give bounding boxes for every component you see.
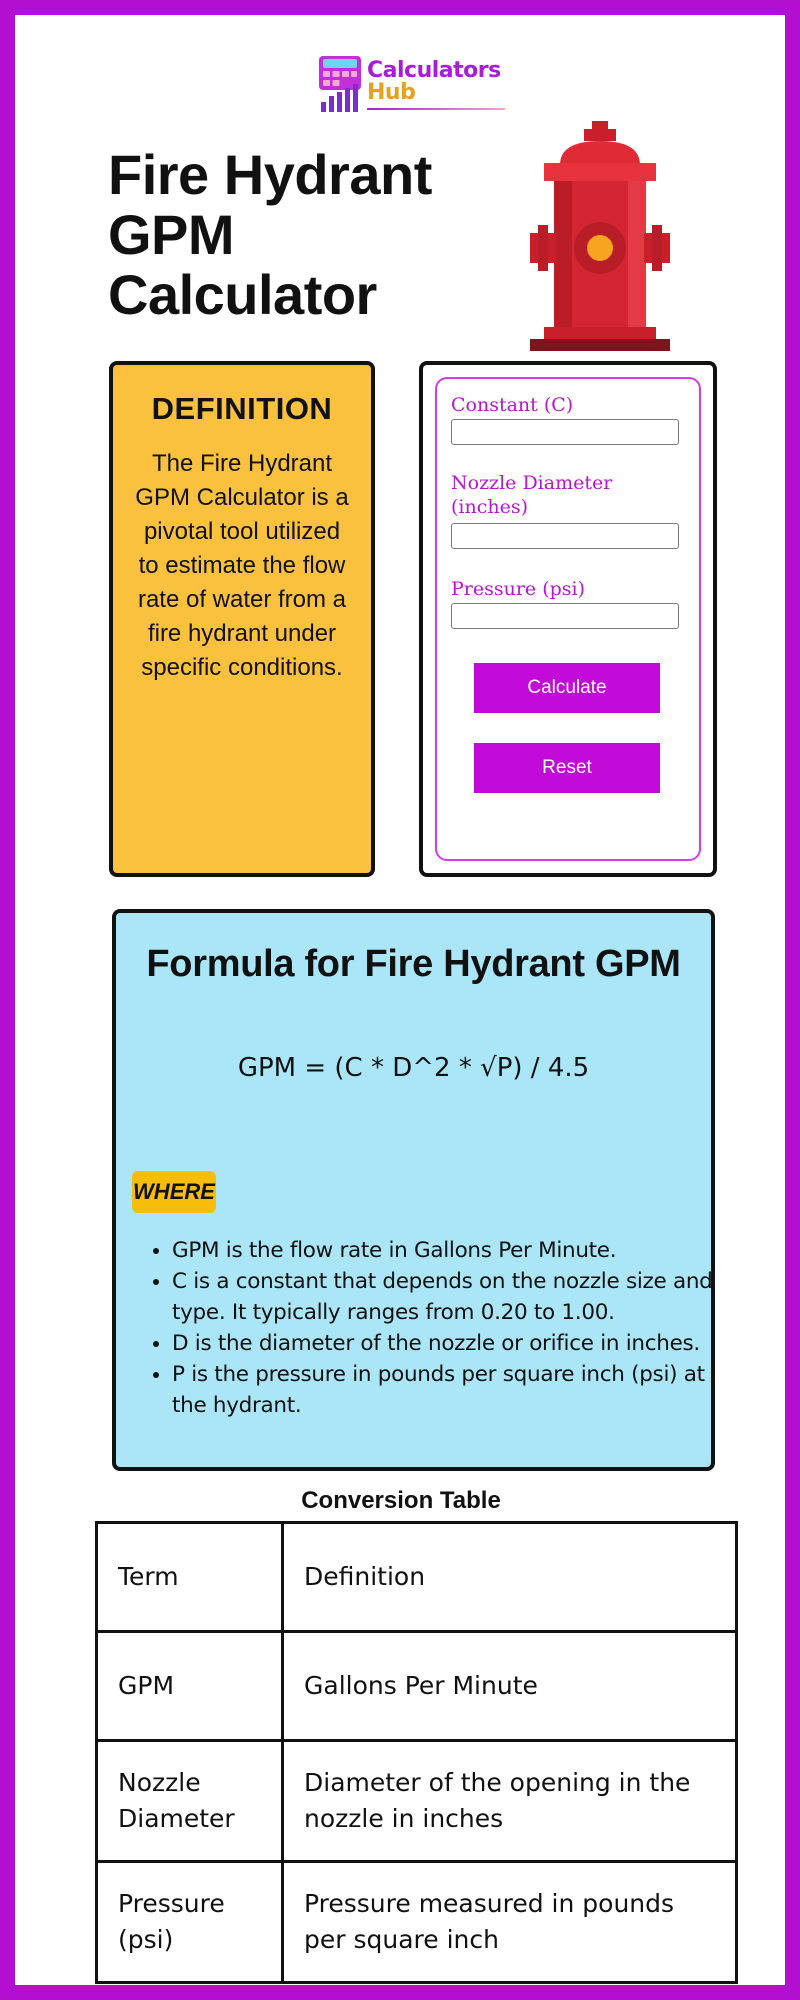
pressure-input[interactable] [451, 603, 679, 629]
where-item-gpm: • GPM is the flow rate in Gallons Per Minute. [172, 1235, 732, 1266]
logo-wordmark [367, 60, 501, 104]
fire-hydrant-icon [530, 121, 670, 357]
logo-underline [367, 108, 505, 110]
table-row [97, 1632, 737, 1741]
calculator-form [435, 377, 701, 861]
where-badge: WHERE [132, 1171, 216, 1213]
formula-expression: GPM = (C * D^2 * √P) / 4.5 [237, 1053, 590, 1083]
table-cell-term-header: Term [97, 1523, 283, 1632]
calculator-card [419, 361, 717, 877]
where-list [152, 1235, 732, 1421]
definition-text: The Fire Hydrant GPM Calculator is a pivotal tool utilized to estimate the flow rate of water from a fire hydrant under specific conditions. [135, 450, 349, 681]
logo-line-2: Hub [367, 80, 416, 105]
calculate-button[interactable]: Calculate [474, 663, 660, 713]
calculator-bar-chart-icon [319, 56, 363, 112]
pressure-label: Pressure (psi) [451, 578, 586, 600]
logo-line-1: Calculators [367, 58, 501, 83]
table-cell-definition: Pressure measured in pounds per square inch [283, 1862, 737, 1983]
calculators-hub-logo[interactable] [319, 54, 505, 116]
nozzle-diameter-input[interactable] [451, 523, 679, 549]
constant-label: Constant (C) [451, 394, 574, 416]
table-row [97, 1862, 737, 1983]
constant-input[interactable] [451, 419, 679, 445]
table-cell-term: GPM [97, 1632, 283, 1741]
table-row [97, 1523, 737, 1632]
table-cell-definition: Diameter of the opening in the nozzle in inches [283, 1741, 737, 1862]
where-item-c: • C is a constant that depends on the nozzle size and type. It typically ranges from 0.20 to 1.00. [172, 1266, 732, 1328]
table-cell-term: Pressure (psi) [97, 1862, 283, 1983]
page-title: Fire Hydrant GPM Calculator [108, 143, 432, 326]
table-cell-term: Nozzle Diameter [97, 1741, 283, 1862]
reset-button[interactable]: Reset [474, 743, 660, 793]
table-cell-definition-header: Definition [283, 1523, 737, 1632]
table-row [97, 1741, 737, 1862]
where-item-d: • D is the diameter of the nozzle or orifice in inches. [172, 1328, 732, 1359]
definition-card [109, 361, 375, 877]
definition-heading: DEFINITION [151, 391, 333, 426]
formula-card [112, 909, 715, 1471]
conversion-table-title: Conversion Table [301, 1487, 501, 1514]
conversion-table [95, 1521, 738, 1984]
nozzle-diameter-label: Nozzle Diameter (inches) [451, 472, 613, 518]
table-cell-definition: Gallons Per Minute [283, 1632, 737, 1741]
formula-heading: Formula for Fire Hydrant GPM [146, 943, 681, 985]
where-item-p: • P is the pressure in pounds per square inch (psi) at the hydrant. [172, 1359, 732, 1421]
